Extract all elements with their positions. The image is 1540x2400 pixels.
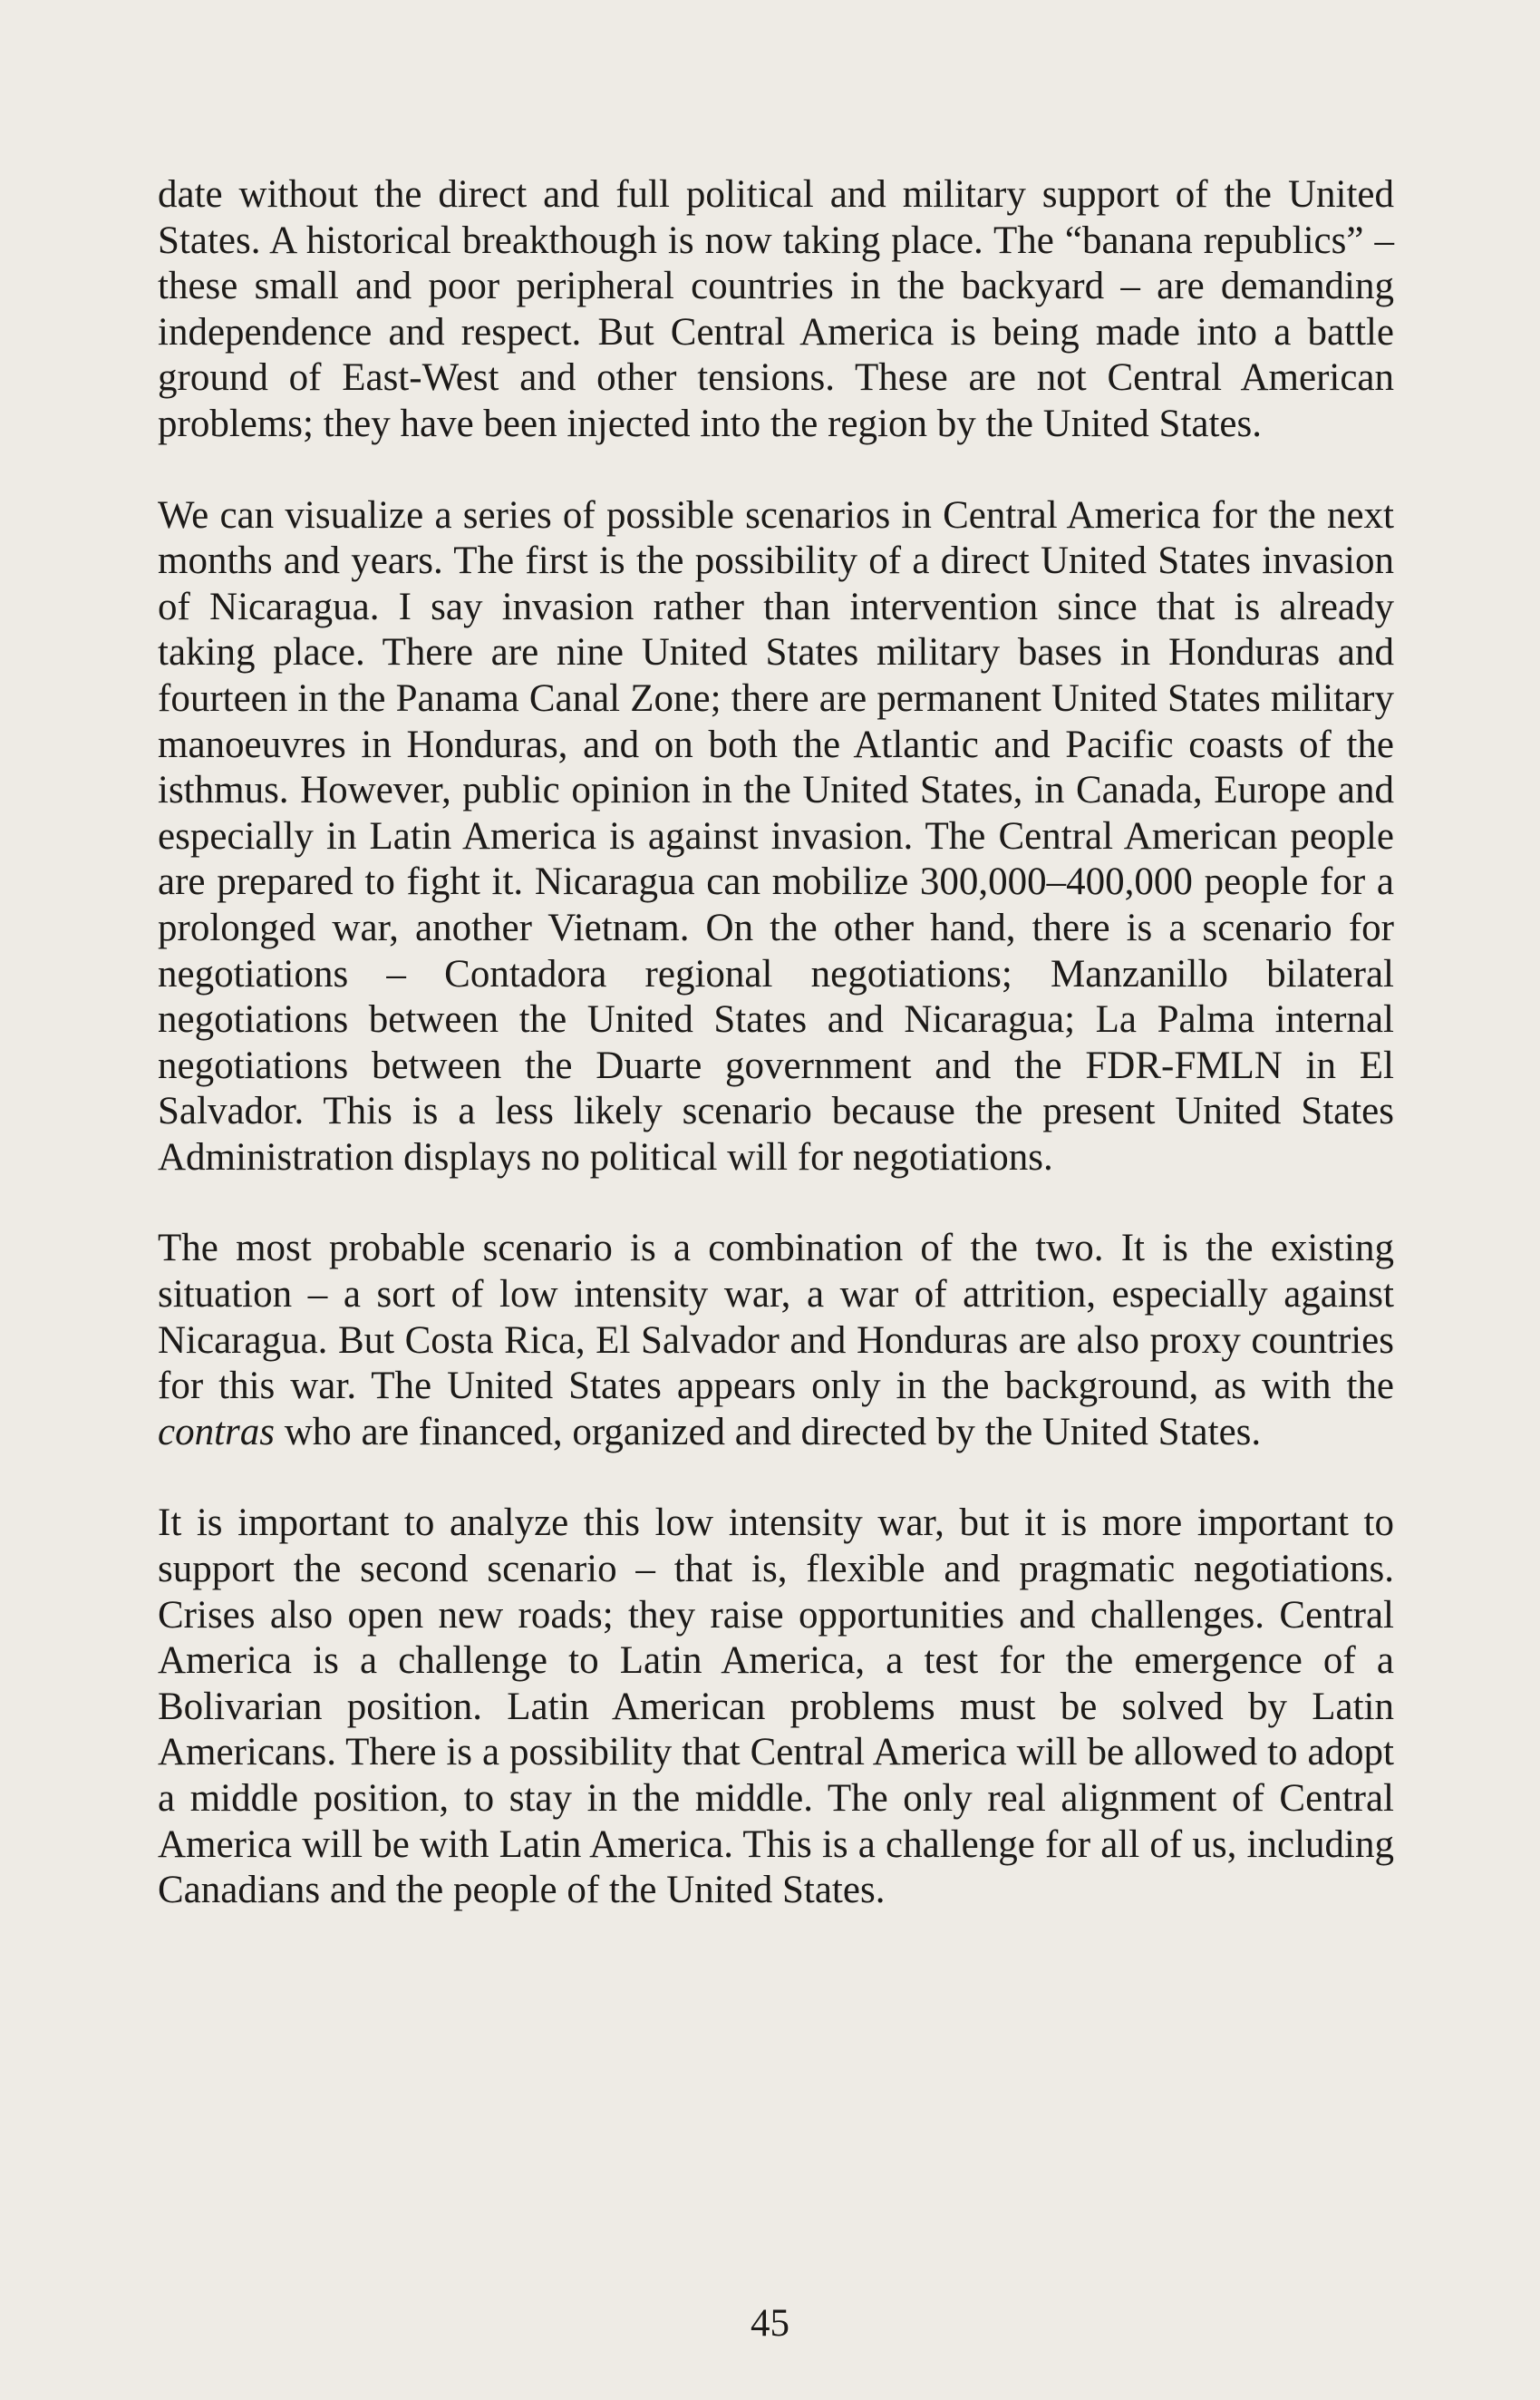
paragraph-3-text-after: who are financed, organized and directed by the United States. (275, 1410, 1262, 1453)
paragraph-3 (158, 1226, 1394, 1455)
paragraph-3-text-before: The most probable scenario is a combination of the two. It is the existing situation – a sort of low intensity war, a war of attrition, especially against Nicaragua. But Costa Rica, El Salvador and Honduras are also proxy countries for this war. The United States appears only in the background, as with the (158, 1227, 1394, 1408)
body-text (158, 172, 1394, 1959)
page-number: 45 (751, 2302, 789, 2345)
paragraph-2: We can visualize a series of possible scenarios in Central America for the next months and years. The first is the possibility of a direct United States invasion of Nicaragua. I say invasion rather than intervention since that is already taking place. There are nine United States military bases in Honduras and fourteen in the Panama Canal Zone; there are permanent United States military manoeuvres in Honduras, and on both the Atlantic and Pacific coasts of the isthmus. However, public opinion in the United States, in Canada, Europe and especially in Latin America is against invasion. The Central American people are prepared to fight it. Nicaragua can mobilize 300,000–400,000 people for a prolonged war, another Vietnam. On the other hand, there is a scenario for negotiations – Contadora regional negotiations; Manzanillo bilateral negotiations between the United States and Nicaragua; La Palma internal negotiations between the Duarte government and the FDR-FMLN in El Salvador. This is a less likely scenario because the present United States Administration displays no political will for negotiations. (158, 493, 1394, 1179)
paragraph-1: date without the direct and full political and military support of the United States. A historical breakthough is now taking place. The “banana republics” – these small and poor peripheral countries in the backyard – are demanding independence and respect. But Central America is being made into a battle ground of East-West and other tensions. These are not Central American problems; they have been injected into the region by the United States. (158, 173, 1394, 445)
paragraph-3-emphasis: contras (158, 1410, 275, 1453)
paragraph-4: It is important to analyze this low intensity war, but it is more important to support the second scenario – that is, flexible and pragmatic negotiations. Crises also open new roads; they raise opportunities and challenges. Central America is a challenge to Latin America, a test for the emergence of a Bolivarian position. Latin American problems must be solved by Latin Americans. There is a possibility that Central America will be allowed to adopt a middle position, to stay in the middle. The only real alignment of Central America will be with Latin America. This is a challenge for all of us, including Canadians and the people of the United States. (158, 1501, 1394, 1912)
